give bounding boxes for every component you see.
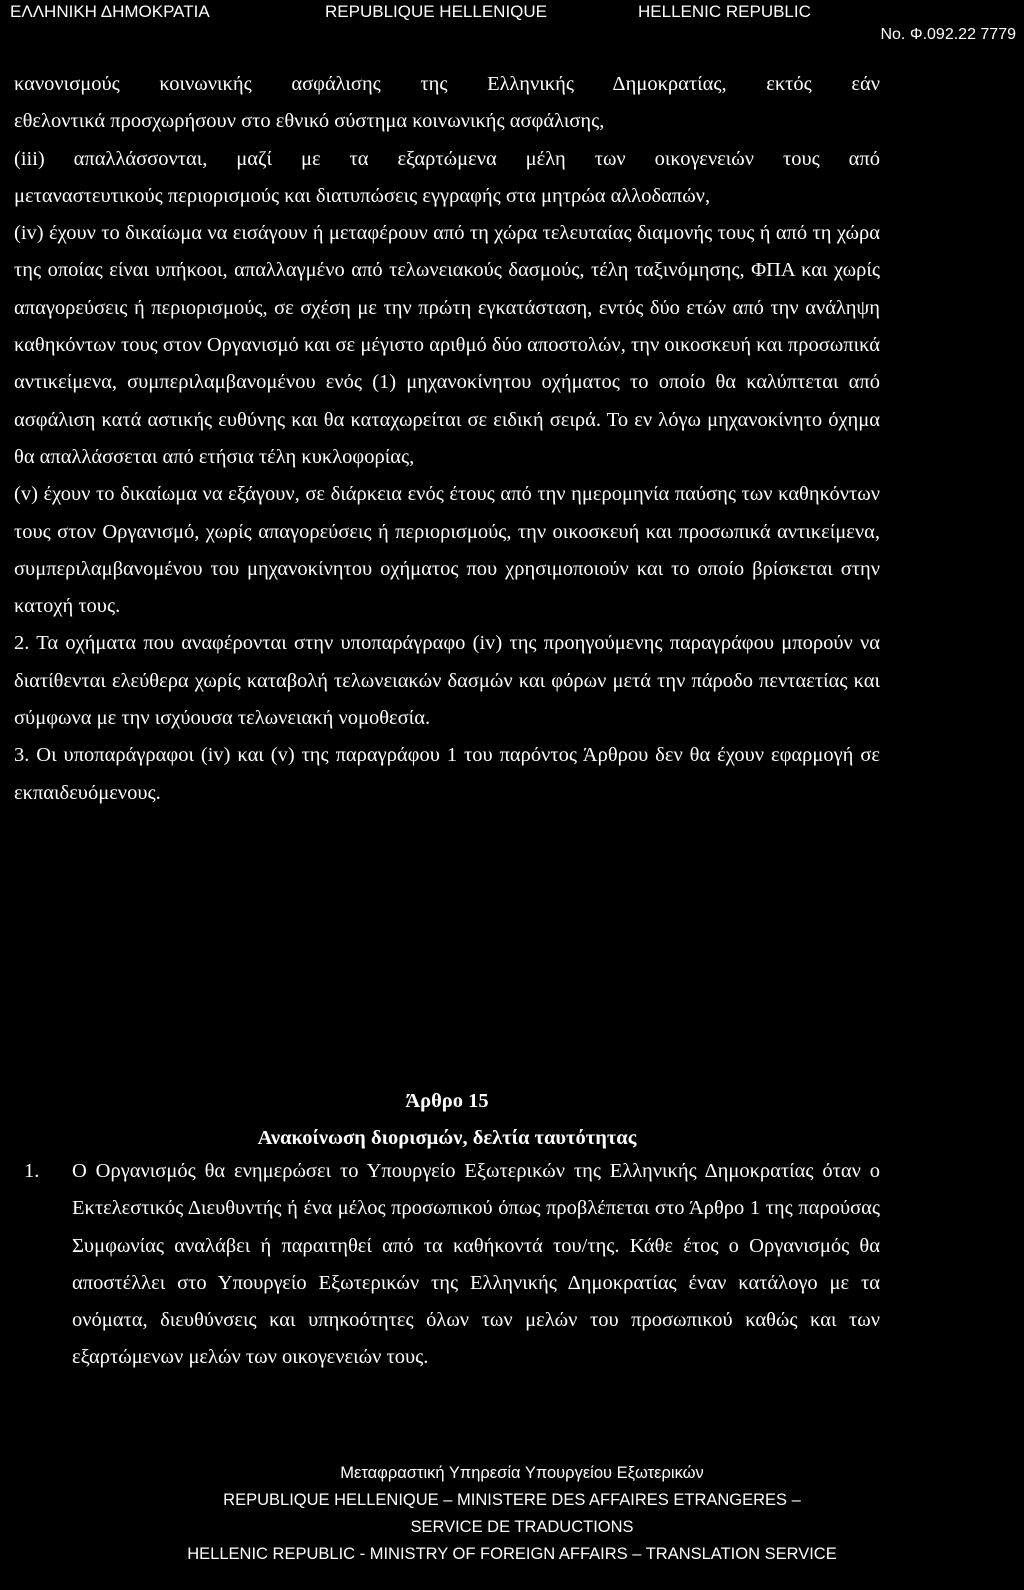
- page-footer: [0, 1460, 1024, 1568]
- header-french: REPUBLIQUE HELLENIQUE: [325, 2, 548, 21]
- body-paragraph-3: (iii) απαλλάσσονται, μαζί με τα εξαρτώμενα μέλη των οικογενειών τους από: [14, 147, 880, 170]
- body-paragraph-1: κανονισμούς κοινωνικής ασφάλισης της Ελληνικής Δημοκρατίας, εκτός εάν: [14, 73, 880, 95]
- header-greek: ΕΛΛΗΝΙΚΗ ΔΗΜΟΚΡΑΤΙΑ: [10, 2, 210, 21]
- footer-line-2: REPUBLIQUE HELLENIQUE – MINISTERE DES AFFAIRES ETRANGERES –: [223, 1491, 801, 1509]
- article-item-number: 1.: [24, 1160, 40, 1182]
- page-header: [0, 2, 1024, 26]
- body-paragraph-2: εθελοντικά προσχωρήσουν στο εθνικό σύστημα κοινωνικής ασφάλισης,: [14, 110, 605, 133]
- body-paragraph-6: (v) έχουν το δικαίωμα να εξάγουν, σε διάρκεια ενός έτους από την ημερομηνία παύσης των καθηκόντων τους στον Οργανισμό, χωρίς απαγορεύσεις ή περιορισμούς, την οικοσκευή και προσωπικά αντικείμενα, συμπεριλαμβανομένου του μηχανοκίνητου οχήματος που χρησιμοποιούν και το οποίο βρίσκεται στην κατοχή τους.: [14, 483, 880, 618]
- body-paragraph-5: (iv) έχουν το δικαίωμα να εισάγουν ή μεταφέρουν από τη χώρα τελευταίας διαμονής τους ή από τη χώρα της οποίας είναι υπήκοοι, απαλλαγμένο από τελωνειακούς δασμούς, τέλη ταξινόμησης, ΦΠΑ και χωρίς απαγορεύσεις ή περιορισμούς, σε σχέση με την πρώτη εγκατάσταση, εντός δύο ετών από την ανάληψη καθηκόντων τους στον Οργανισμό και σε μέγιστο αριθμό δύο αποστολών, την οικοσκευή και προσωπικά αντικείμενα, συμπεριλαμβανομένου ενός (1) μηχανοκίνητου οχήματος το οποίο θα καλύπτεται από ασφάλιση κατά αστικής ευθύνης και θα καταχωρείται σε ειδική σειρά. Το εν λόγω μηχανοκίνητο όχημα θα απαλλάσσεται από ετήσια τέλη κυκλοφορίας,: [14, 222, 880, 468]
- footer-line-4: HELLENIC REPUBLIC - MINISTRY OF FOREIGN AFFAIRS – TRANSLATION SERVICE: [187, 1545, 837, 1563]
- header-english: HELLENIC REPUBLIC: [638, 2, 811, 21]
- footer-line-3: SERVICE DE TRADUCTIONS: [410, 1518, 634, 1536]
- article-title: Ανακοίνωση διορισμών, δελτία ταυτότητας: [257, 1127, 637, 1149]
- body-paragraph-4: μεταναστευτικούς περιορισμούς και διατυπώσεις εγγραφής στα μητρώα αλλοδαπών,: [14, 184, 711, 207]
- article-item-text: Ο Οργανισμός θα ενημερώσει το Υπουργείο Εξωτερικών της Ελληνικής Δημοκρατίας όταν ο Εκτελεστικός Διευθυντής ή ένα μέλος προσωπικού όπως προβλέπεται στο Άρθρο 1 της παρούσας Συμφωνίας αναλάβει ή παραιτηθεί από τα καθήκοντά του/της. Κάθε έτος ο Οργανισμός θα αποστέλλει στο Υπουργείο Εξωτερικών της Ελληνικής Δημοκρατίας έναν κατάλογο με τα ονόματα, διευθύνσεις και υπηκοότητες όλων των μελών του προσωπικού καθώς και των εξαρτώμενων μελών των οικογενειών τους.: [72, 1160, 880, 1369]
- document-body: [14, 66, 880, 812]
- footer-line-1: Μεταφραστική Υπηρεσία Υπουργείου Εξωτερικών: [340, 1464, 704, 1482]
- article-heading: [14, 1083, 880, 1157]
- article-number: Άρθρο 15: [405, 1090, 489, 1112]
- document-number: No. Φ.092.22 7779: [880, 26, 1016, 43]
- article-item: [14, 1153, 880, 1377]
- body-paragraph-8: 3. Οι υποπαράγραφοι (iv) και (v) της παραγράφου 1 του παρόντος Άρθρου δεν θα έχουν εφαρμογή σε εκπαιδευόμενους.: [14, 744, 880, 804]
- body-paragraph-7: 2. Τα οχήματα που αναφέρονται στην υποπαράγραφο (iv) της προηγούμενης παραγράφου μπορούν να διατίθενται ελεύθερα χωρίς καταβολή τελωνειακών δασμών και φόρων μετά την πάροδο πενταετίας και σύμφωνα με την ισχύουσα τελωνειακή νομοθεσία.: [14, 632, 880, 730]
